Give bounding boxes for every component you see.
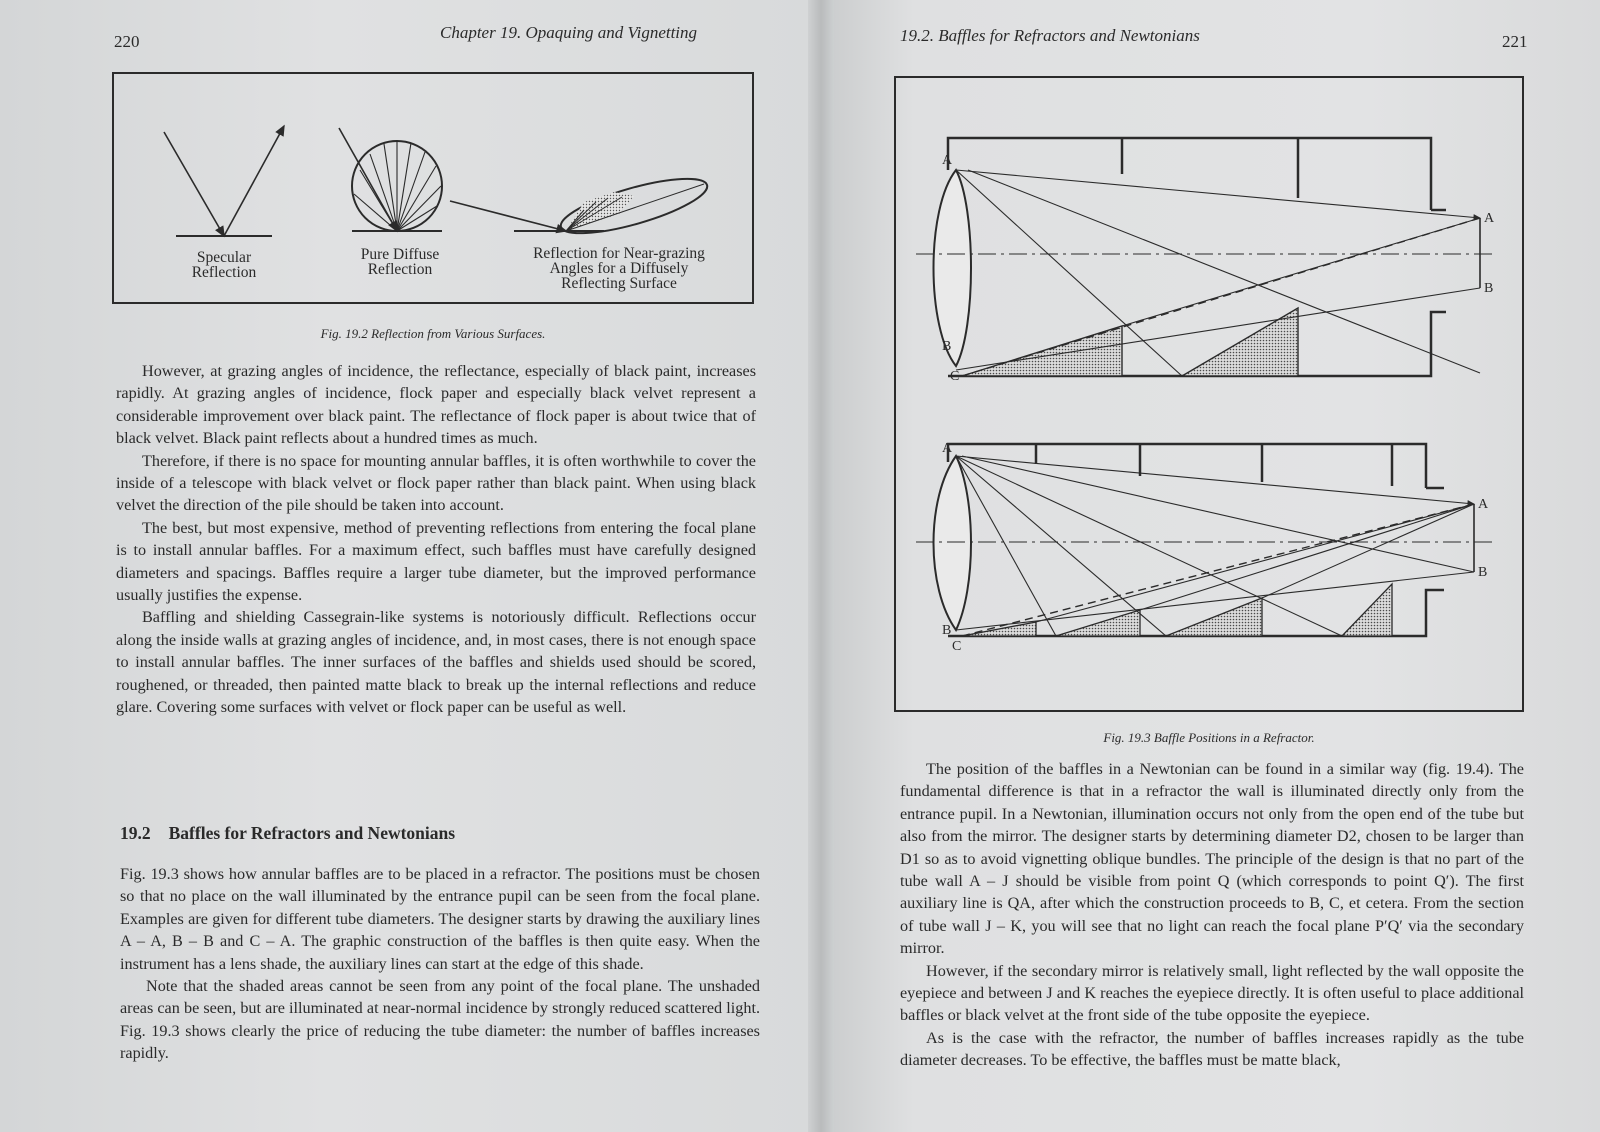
point-label-C2: C (952, 639, 962, 654)
point-label-A1: A (942, 153, 953, 168)
left-body-text (116, 360, 756, 719)
left-section-text (120, 863, 760, 1065)
point-label-B1: B (1484, 281, 1494, 296)
right-paragraph-2: However, if the secondary mirror is relatively small, light reflected by the wall opposite the eyepiece and between J and K reaches the eyepiece directly. It is often useful to place additional baffles or black velvet at the front side of the tube opposite the eyepiece. (900, 961, 1524, 1025)
figure-19-3 (894, 76, 1524, 712)
point-label-A3: A (942, 441, 953, 456)
section-heading (120, 823, 455, 844)
reflection-diagram (114, 74, 751, 301)
refractor-narrow-tube (916, 444, 1496, 636)
label-grazing-3: Reflecting Surface (561, 275, 677, 292)
label-specular-2: Reflection (191, 264, 257, 281)
left-paragraph-1: However, at grazing angles of incidence, the reflectance, especially of black paint, increases rapidly. At grazing angles of incidence, flock paper and especially black velvet represent a considerable improvement over black paint. The reflectance of flock paper is about twice that of black velvet. Black paint reflects about a hundred times as much. (116, 362, 756, 448)
section-number: 19.2 (120, 823, 151, 843)
left-paragraph-3: The best, but most expensive, method of preventing reflections from entering the focal plane is to install annular baffles. For a maximum effect, such baffles must have carefully designed diameters and spacings. Baffles require a larger tube diameter, but the improved performance usually justifies the expense. (116, 518, 756, 605)
figure-19-2 (112, 72, 754, 304)
label-diffuse-1: Pure Diffuse (360, 246, 440, 263)
label-grazing-1: Reflection for Near-grazing (533, 245, 705, 262)
figure-caption-19-3: Fig. 19.3 Baffle Positions in a Refractor. (1103, 730, 1315, 745)
grazing-reflection-drawing (450, 168, 712, 245)
running-head-left: Chapter 19. Opaquing and Vignetting (440, 23, 698, 42)
refractor-wide-tube (916, 138, 1496, 376)
page-number-right: 221 (1502, 32, 1528, 51)
section-paragraph-2: Note that the shaded areas cannot be seen from any point of the focal plane. The unshaded areas can be seen, but are illuminated at near-normal incidence by strongly reduced scattered light. Fig. 19.3 shows clearly the price of reducing the tube diameter: the number of baffles increases rapidly. (120, 977, 760, 1063)
point-label-C1: C (950, 369, 960, 384)
label-specular-1: Specular (196, 249, 252, 266)
label-grazing-2: Angles for a Diffusely (549, 260, 689, 277)
section-paragraph-1: Fig. 19.3 shows how annular baffles are to be placed in a refractor. The positions must be chosen so that no place on the wall illuminated by the entrance pupil can be seen from the focal plane. Examples are given for different tube diameters. The designer starts by drawing the auxiliary lines A – A, B – B and C – A. The graphic construction of the baffles is then quite easy. When the instrument has a lens shade, the auxiliary lines can start at the edge of this shade. (120, 865, 760, 973)
label-diffuse-2: Reflection (367, 261, 433, 278)
page-number-left: 220 (114, 32, 140, 51)
running-head-right: 19.2. Baffles for Refractors and Newtonians (900, 26, 1200, 45)
section-title: Baffles for Refractors and Newtonians (168, 823, 456, 843)
right-paragraph-1: The position of the baffles in a Newtonian can be found in a similar way (fig. 19.4). The fundamental difference is that in a refractor the wall is illuminated directly only from the entrance pupil. In a Newtonian, illumination occurs not only from the open end of the tube but also from the mirror. The designer starts by determining diameter D2, chosen to be larger than D1 so as to avoid vignetting oblique bundles. The principle of the design is that no part of the tube wall A – J should be visible from point Q (which corresponds to point Q′). The first auxiliary line is QA, after which the construction proceeds to B, C, et cetera. From the section of tube wall J – K, you will see that no light can reach the focal plane P′Q′ via the secondary mirror. (900, 760, 1524, 958)
left-paragraph-2: Therefore, if there is no space for mounting annular baffles, it is often worthwhile to cover the inside of a telescope with black velvet or flock paper rather than black paint. When using black velvet the direction of the pile should be taken into account. (116, 451, 756, 515)
figure-caption-19-2: Fig. 19.2 Reflection from Various Surfaces. (320, 326, 546, 341)
diffuse-reflection-drawing (339, 128, 442, 231)
baffle-diagram (896, 78, 1521, 709)
point-label-A2: A (1484, 211, 1495, 226)
right-body-text (900, 758, 1524, 1072)
point-label-B2: B (942, 339, 952, 354)
specular-reflection-drawing (164, 126, 284, 236)
point-label-B4: B (942, 623, 952, 638)
right-paragraph-3: As is the case with the refractor, the number of baffles increases rapidly as the tube diameter decreases. To be effective, the baffles must be matte black, (900, 1028, 1524, 1070)
book-gutter (808, 0, 834, 1132)
point-label-A4: A (1478, 497, 1489, 512)
point-label-B3: B (1478, 565, 1488, 580)
left-paragraph-4: Baffling and shielding Cassegrain-like systems is notoriously difficult. Reflections occur along the inside walls at grazing angles of incidence, and, in most cases, there is not enough space to install annular baffles. The inner surfaces of the baffles and shields used should be scored, roughened, or threaded, then painted matte black to break up the internal reflections and reduce glare. Covering some surfaces with velvet or flock paper can be useful as well. (116, 608, 756, 717)
